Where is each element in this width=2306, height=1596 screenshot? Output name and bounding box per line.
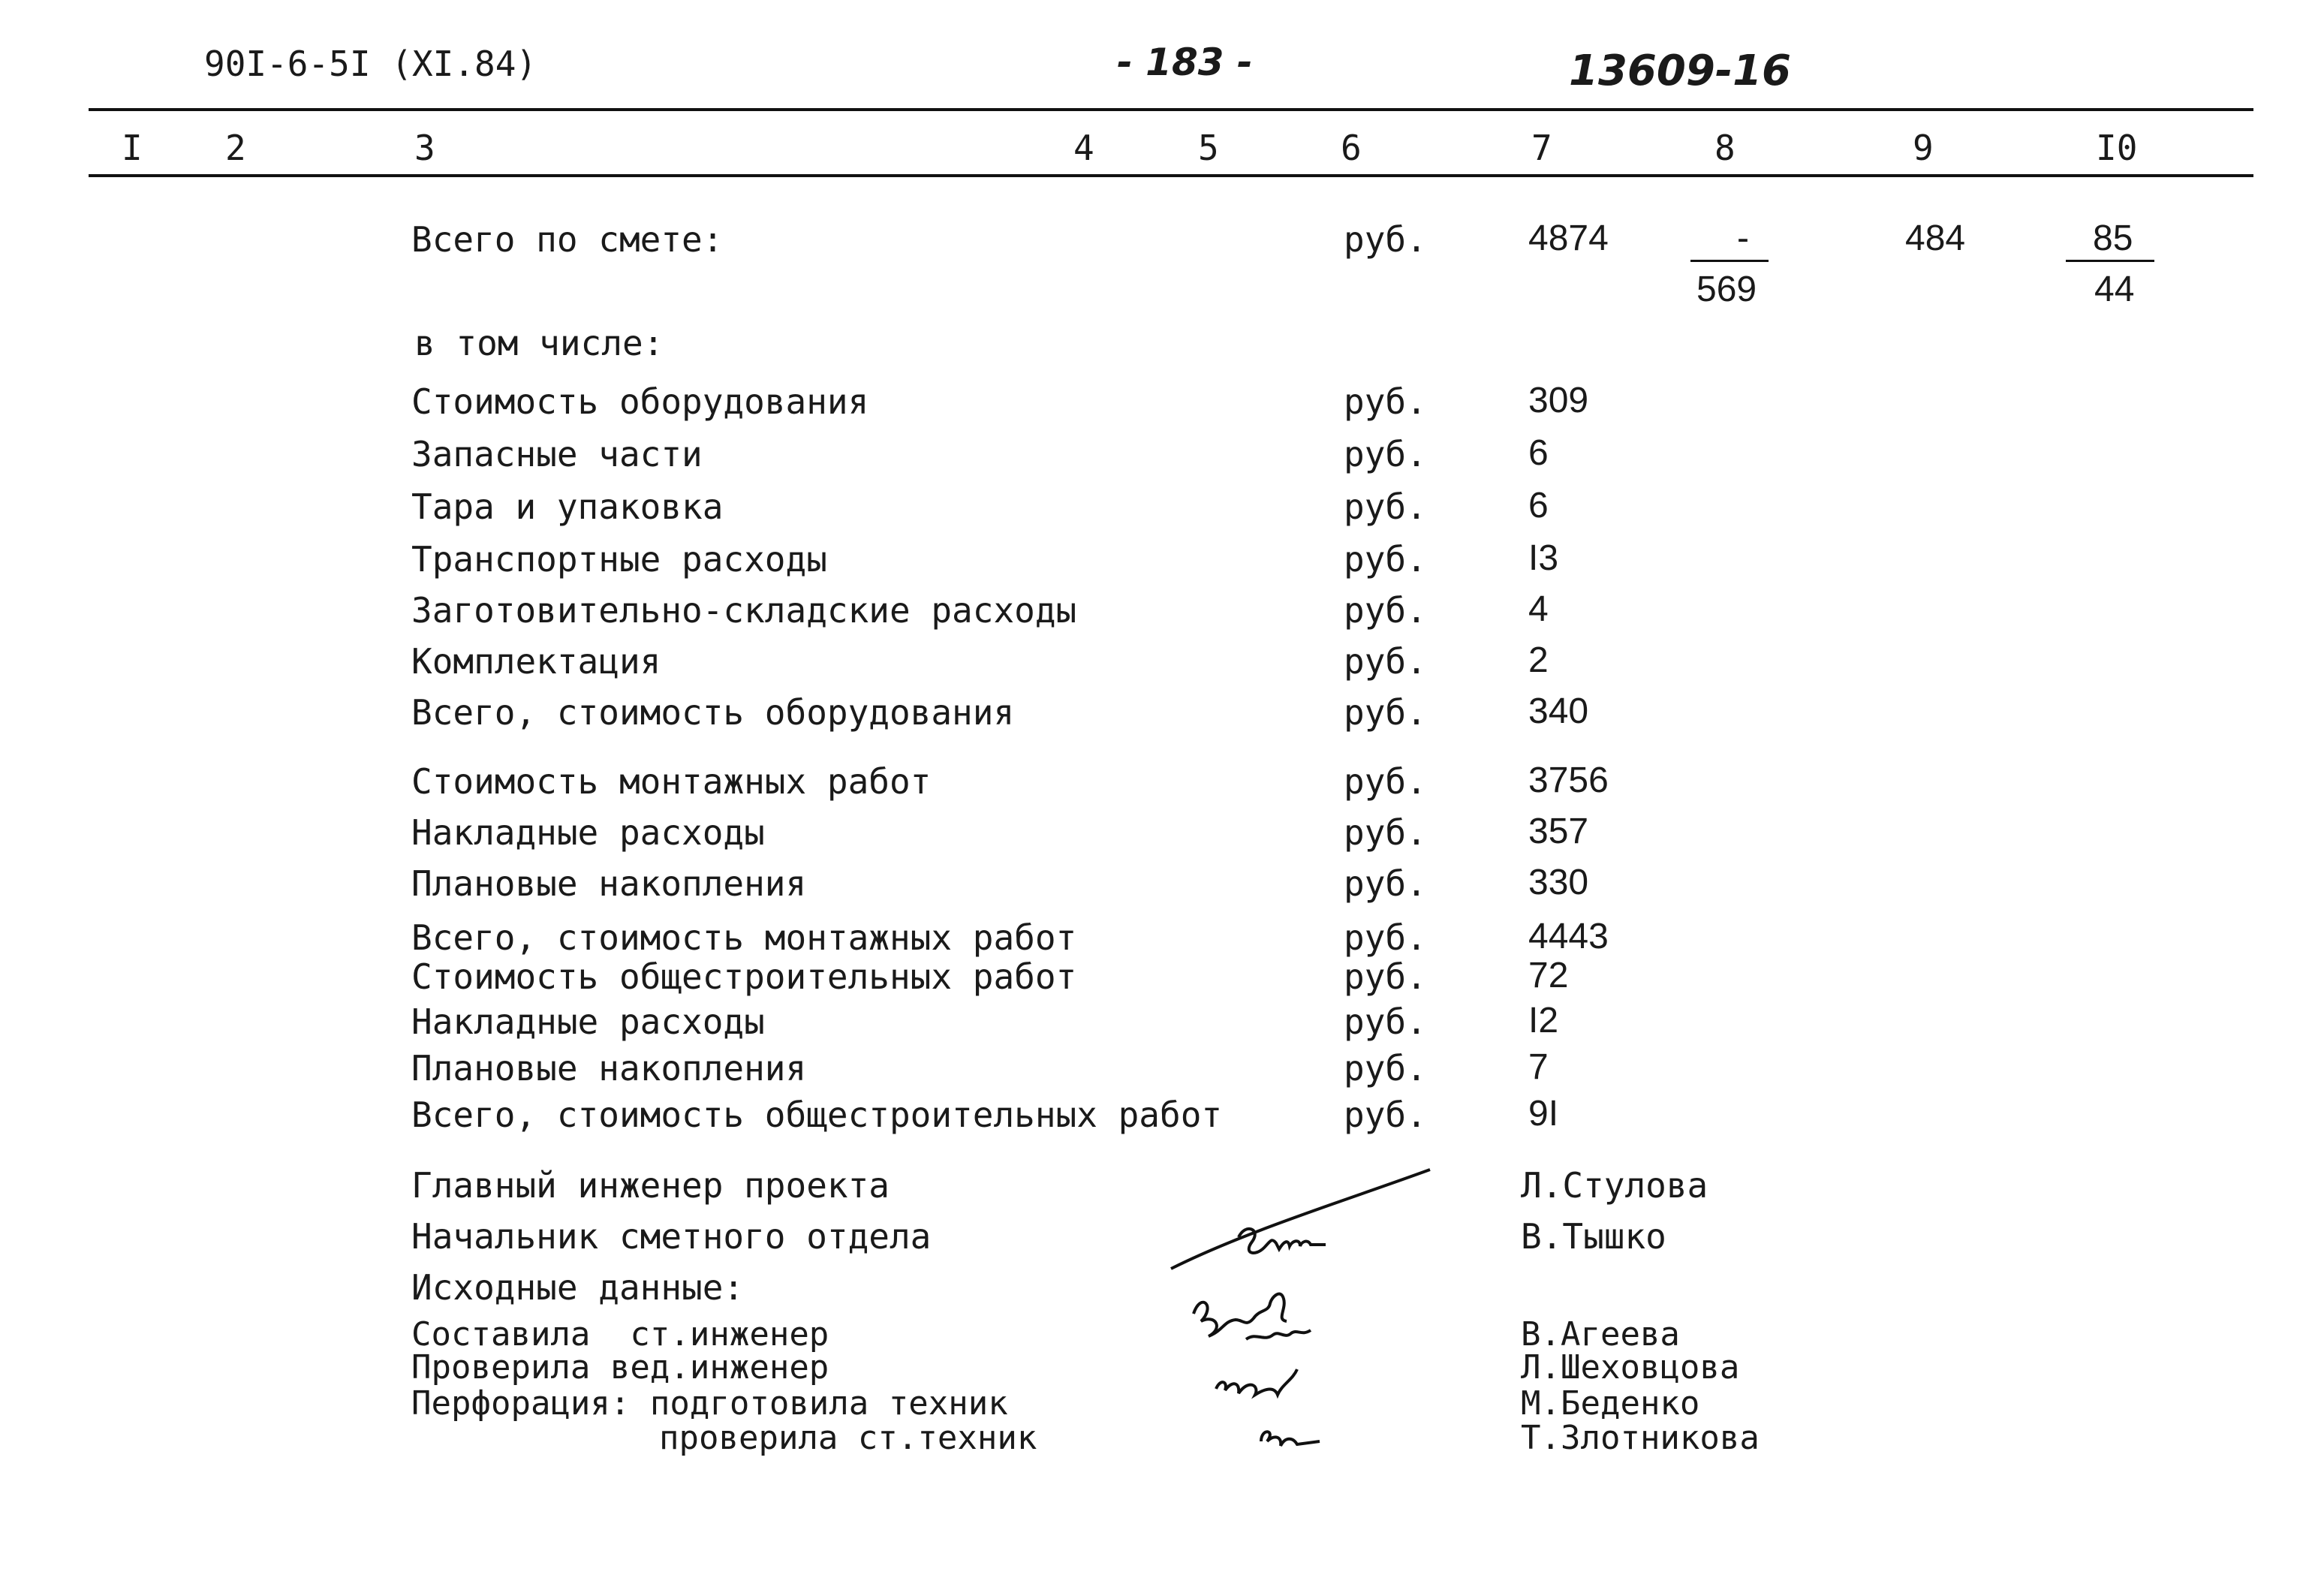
perforation-name: М.Беденко [1521, 1384, 1700, 1423]
chief-engineer-title: Главный инженер проекта [411, 1165, 890, 1206]
row-label: Накладные расходы [411, 812, 765, 853]
chief-engineer-name: Л.Стулова [1521, 1165, 1708, 1206]
total-col8-top: - [1737, 218, 1749, 258]
column-header-5: 5 [1198, 128, 1219, 168]
document-number: 13609-16 [1569, 47, 1791, 95]
column-header-3: 3 [414, 128, 435, 168]
fraction-bar-col8 [1690, 260, 1769, 262]
row-value: 9I [1528, 1094, 1559, 1134]
row-value: 330 [1528, 863, 1589, 902]
row-label: Заготовительно-складские расходы [411, 590, 1077, 631]
column-header-rule [89, 174, 2253, 177]
handwritten-signatures-staff [1171, 1284, 1396, 1471]
total-col9: 484 [1905, 218, 1966, 258]
row-label: Запасные части [411, 434, 703, 474]
column-header-8: 8 [1714, 128, 1736, 168]
total-col10-bottom: 44 [2094, 270, 2135, 309]
row-value: 7 [1528, 1047, 1549, 1087]
row-label: Тара и упаковка [411, 486, 724, 527]
row-value: 2 [1528, 640, 1549, 680]
row-value: 309 [1528, 381, 1589, 420]
row-value: 4443 [1528, 917, 1609, 956]
row-label: Плановые накопления [411, 1048, 807, 1089]
top-rule [89, 108, 2253, 111]
checked-by-title: Проверила вед.инженер [411, 1348, 829, 1387]
row-unit: руб. [1344, 761, 1427, 802]
row-value: 4 [1528, 589, 1549, 629]
column-header-1: I [122, 128, 143, 168]
row-unit: руб. [1344, 381, 1427, 422]
compiled-by-name: В.Агеева [1521, 1315, 1680, 1354]
row-unit: руб. [1344, 539, 1427, 580]
row-label: Всего, стоимость общестроительных работ [411, 1095, 1223, 1135]
row-label: Плановые накопления [411, 863, 807, 904]
handwritten-signature-chief [1156, 1149, 1441, 1276]
estimate-head-name: В.Тышко [1521, 1216, 1666, 1257]
row-value: 340 [1528, 691, 1589, 731]
row-label: Всего, стоимость монтажных работ [411, 917, 1077, 958]
perforation-checked-title: проверила ст.техник [659, 1419, 1037, 1457]
row-unit: руб. [1344, 1001, 1427, 1042]
column-header-9: 9 [1913, 128, 1934, 168]
column-header-10: I0 [2096, 128, 2138, 168]
row-label: Стоимость общестроительных работ [411, 956, 1077, 997]
row-unit: руб. [1344, 1095, 1427, 1135]
row-unit: руб. [1344, 812, 1427, 853]
total-col7: 4874 [1528, 218, 1609, 258]
row-label: Транспортные расходы [411, 539, 827, 580]
column-header-6: 6 [1341, 128, 1362, 168]
document-code: 90I-6-5I (XI.84) [204, 44, 537, 84]
total-col10-top: 85 [2093, 218, 2133, 258]
row-unit: руб. [1344, 486, 1427, 527]
fraction-bar-col10 [2066, 260, 2154, 262]
row-unit: руб. [1344, 692, 1427, 733]
row-unit: руб. [1344, 917, 1427, 958]
row-label: Всего, стоимость оборудования [411, 692, 1015, 733]
row-label: Накладные расходы [411, 1001, 765, 1042]
column-header-2: 2 [225, 128, 246, 168]
row-label: Стоимость монтажных работ [411, 761, 932, 802]
checked-by-name: Л.Шеховцова [1521, 1348, 1740, 1387]
row-unit: руб. [1344, 1048, 1427, 1089]
total-unit: руб. [1344, 219, 1427, 260]
total-label: Всего по смете: [411, 219, 724, 260]
row-value: 357 [1528, 812, 1589, 851]
row-value: 3756 [1528, 760, 1609, 800]
perforation-title: Перфорация: подготовила техник [411, 1384, 1008, 1423]
including-label: в том числе: [414, 323, 664, 363]
row-unit: руб. [1344, 641, 1427, 682]
page-number: - 183 - [1117, 41, 1253, 84]
row-label: Комплектация [411, 641, 661, 682]
row-value: 72 [1528, 956, 1569, 995]
row-value: 6 [1528, 433, 1549, 473]
row-label: Стоимость оборудования [411, 381, 869, 422]
total-col8-bottom: 569 [1696, 270, 1757, 309]
column-header-4: 4 [1073, 128, 1094, 168]
source-data-label: Исходные данные: [411, 1267, 745, 1308]
row-value: I3 [1528, 538, 1559, 578]
row-value: 6 [1528, 486, 1549, 525]
column-header-7: 7 [1531, 128, 1552, 168]
row-unit: руб. [1344, 956, 1427, 997]
perforation-checked-name: Т.Злотникова [1521, 1419, 1760, 1457]
compiled-by-title: Составила ст.инженер [411, 1315, 829, 1354]
row-value: I2 [1528, 1001, 1559, 1040]
row-unit: руб. [1344, 590, 1427, 631]
row-unit: руб. [1344, 434, 1427, 474]
row-unit: руб. [1344, 863, 1427, 904]
estimate-head-title: Начальник сметного отдела [411, 1216, 932, 1257]
